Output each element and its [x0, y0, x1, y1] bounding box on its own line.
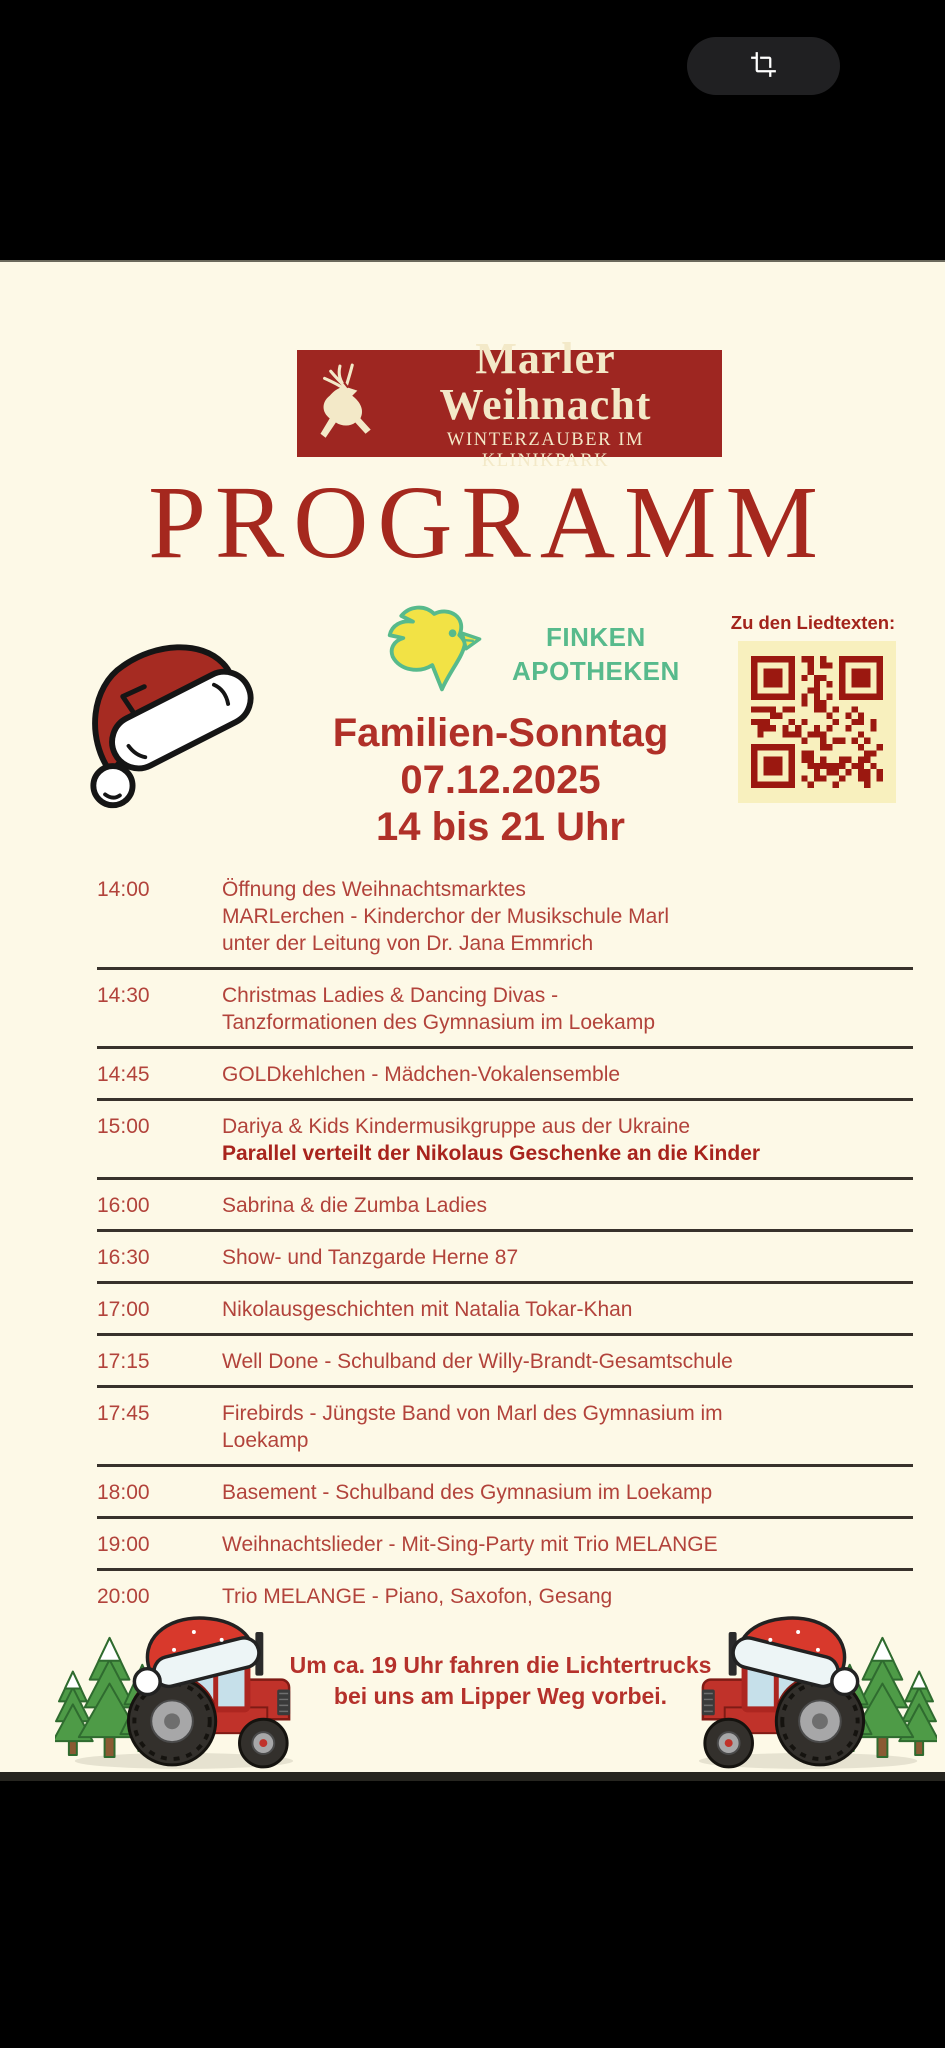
schedule-line: Tanzformationen des Gymnasium im Loekamp — [222, 1011, 656, 1034]
event-name: Familien-Sonntag — [332, 711, 669, 755]
schedule-line: Basement - Schulband des Gymnasium im Loekamp — [222, 1481, 713, 1504]
schedule-time: 14:45 — [97, 1063, 150, 1086]
schedule-time: 20:00 — [97, 1585, 150, 1608]
crop-button[interactable] — [687, 37, 840, 95]
schedule-row — [97, 1180, 913, 1232]
schedule-line: Nikolausgeschichten mit Natalia Tokar-Khan — [222, 1298, 633, 1321]
schedule-description — [222, 1583, 913, 1610]
schedule-row — [97, 1232, 913, 1284]
qr-label: Zu den Liedtexten: — [730, 612, 896, 633]
schedule-description — [222, 1531, 913, 1558]
schedule-line: Show- und Tanzgarde Herne 87 — [222, 1246, 519, 1269]
schedule-line: Sabrina & die Zumba Ladies — [222, 1194, 487, 1217]
event-date: 07.12.2025 — [400, 758, 601, 802]
tractor-trees-illustration-right — [689, 1610, 937, 1774]
schedule-description — [222, 1296, 913, 1323]
schedule-time: 15:00 — [97, 1115, 150, 1138]
schedule-row — [97, 1049, 913, 1101]
schedule-time: 17:45 — [97, 1402, 150, 1425]
schedule-time: 17:15 — [97, 1350, 150, 1373]
schedule-time: 17:00 — [97, 1298, 150, 1321]
schedule-row — [97, 1101, 913, 1180]
page-title: PROGRAMM — [148, 465, 827, 580]
banner-subtitle: WINTERZAUBER IM KLINIKPARK — [446, 429, 645, 471]
schedule-description — [222, 1244, 913, 1271]
crop-icon — [750, 51, 777, 81]
schedule-time: 14:30 — [97, 984, 150, 1007]
event-poster — [0, 260, 945, 1772]
schedule-time: 18:00 — [97, 1481, 150, 1504]
schedule-row — [97, 1284, 913, 1336]
schedule-description — [222, 1479, 913, 1506]
banner-title: Marler Weihnacht — [439, 333, 652, 429]
schedule-row — [97, 1467, 913, 1519]
schedule-line: Christmas Ladies & Dancing Divas - — [222, 984, 559, 1007]
schedule-line: Parallel verteilt der Nikolaus Geschenke an die Kinder — [222, 1142, 761, 1165]
event-time: 14 bis 21 Uhr — [375, 805, 625, 849]
schedule-description — [222, 1113, 913, 1167]
schedule-description — [222, 982, 913, 1036]
event-header — [28, 710, 945, 851]
schedule-row — [97, 1388, 913, 1467]
schedule-line: Firebirds - Jüngste Band von Marl des Gymnasium im — [222, 1402, 723, 1425]
schedule-row — [97, 1519, 913, 1571]
schedule-line: MARLerchen - Kinderchor der Musikschule Marl — [222, 905, 669, 928]
schedule-time: 16:00 — [97, 1194, 150, 1217]
sponsor-line1: FINKEN — [545, 622, 646, 652]
schedule-line: Well Done - Schulband der Willy-Brandt-Gesamtschule — [222, 1350, 733, 1373]
schedule-time: 14:00 — [97, 878, 150, 901]
schedule-row — [97, 864, 913, 970]
deer-icon — [311, 362, 373, 446]
schedule-line: Trio MELANGE - Piano, Saxofon, Gesang — [222, 1585, 613, 1608]
poster-bottom-edge — [0, 1772, 945, 1781]
schedule-row — [97, 970, 913, 1049]
sponsor-logo — [382, 604, 680, 706]
schedule-time: 16:30 — [97, 1246, 150, 1269]
finch-bird-icon — [382, 604, 498, 706]
schedule-table — [97, 864, 913, 1620]
schedule-description — [222, 1192, 913, 1219]
schedule-description — [222, 1400, 913, 1454]
banner — [297, 333, 722, 471]
schedule-line: Loekamp — [222, 1429, 309, 1452]
schedule-description — [222, 1061, 913, 1088]
schedule-row — [97, 1336, 913, 1388]
schedule-line: unter der Leitung von Dr. Jana Emmrich — [222, 932, 594, 955]
schedule-description — [222, 876, 913, 957]
schedule-line: Weihnachtslieder - Mit-Sing-Party mit Trio MELANGE — [222, 1533, 718, 1556]
footer-line2: bei uns am Lipper Weg vorbei. — [333, 1683, 668, 1709]
sponsor-line2: APOTHEKEN — [512, 656, 680, 686]
schedule-line: Dariya & Kids Kindermusikgruppe aus der Ukraine — [222, 1115, 691, 1138]
tractor-trees-illustration-left — [55, 1610, 303, 1774]
schedule-line: GOLDkehlchen - Mädchen-Vokalensemble — [222, 1063, 621, 1086]
schedule-time: 19:00 — [97, 1533, 150, 1556]
schedule-line: Öffnung des Weihnachtsmarktes — [222, 878, 526, 901]
schedule-description — [222, 1348, 913, 1375]
footer-line1: Um ca. 19 Uhr fahren die Lichtertrucks — [289, 1652, 712, 1678]
